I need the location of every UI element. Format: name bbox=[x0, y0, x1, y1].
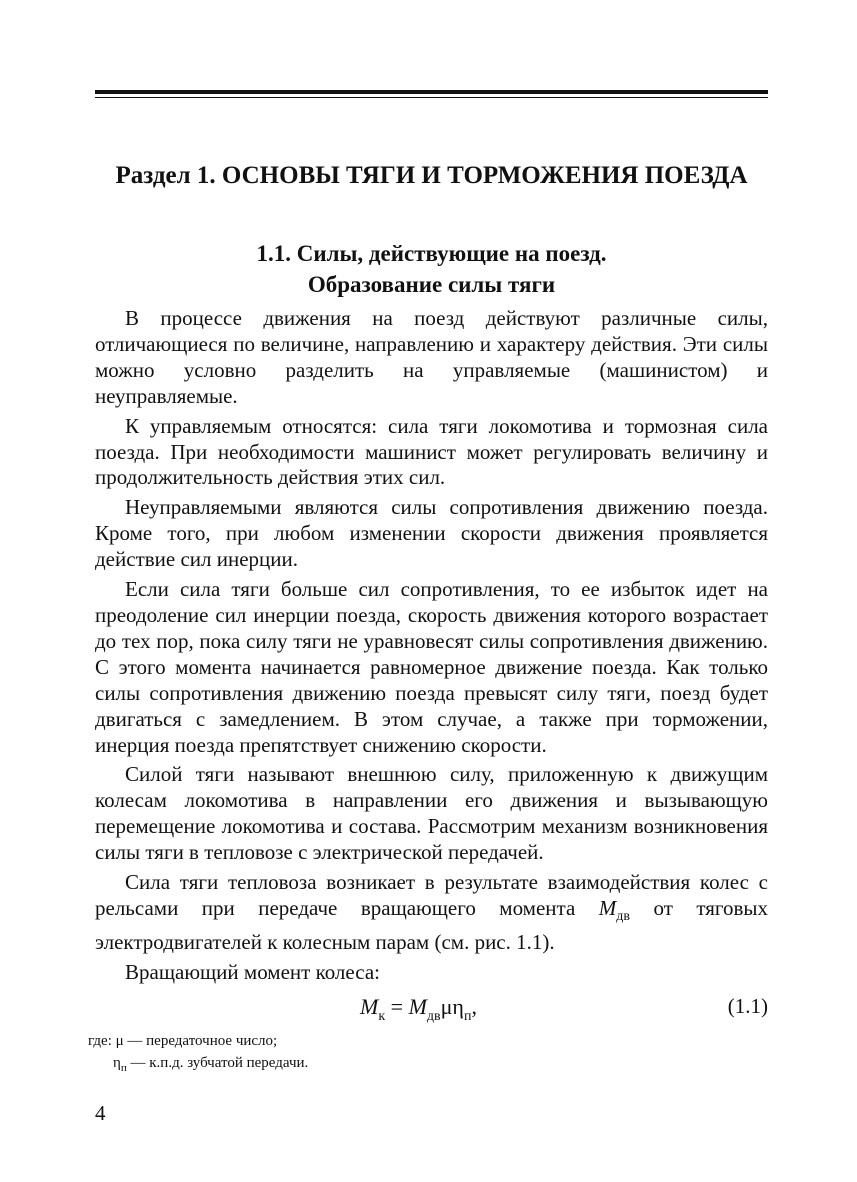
subsection-title bbox=[95, 238, 768, 300]
formula-rhs-subscript: дв bbox=[426, 1008, 441, 1024]
where-clause bbox=[88, 1030, 761, 1079]
where-line-2-text: — к.п.д. зубчатой передачи. bbox=[126, 1054, 309, 1071]
section-title: Раздел 1. ОСНОВЫ ТЯГИ И ТОРМОЖЕНИЯ ПОЕЗДА bbox=[115, 162, 748, 189]
formula-factors: μη bbox=[440, 993, 464, 1019]
formula-comma: , bbox=[471, 993, 477, 1019]
motor-torque-subscript: дв bbox=[616, 909, 630, 925]
formula-rhs: M bbox=[408, 993, 427, 1019]
where-line-2 bbox=[88, 1052, 761, 1079]
paragraph-5: Силой тяги называют внешнюю силу, приложенную к движущим колесам локомотива в направлении его движения и вызывающую перемещение локомотива и состава. Рассмотрим механизм возникновения силы тяги в тепловозе с электрической передачей. bbox=[95, 762, 768, 865]
formula-row bbox=[95, 990, 768, 1030]
page-content bbox=[88, 150, 769, 1079]
page-number: 4 bbox=[95, 1101, 106, 1125]
paragraph-6-text-b: от тяговых электродвигателей к колесным парам (см. рис. 1.1). bbox=[95, 895, 769, 955]
paragraph-1: В процессе движения на поезд действуют различные силы, отличающиеся по величине, направлению и характеру действия. Эти силы можно условно разделить на управляемые (машинистом) и неуправляемые. bbox=[95, 306, 768, 408]
formula-lhs: M bbox=[360, 993, 379, 1019]
equation-number: (1.1) bbox=[727, 993, 768, 1018]
paragraph-6-text-a: Сила тяги тепловоза возникает в результате взаимодействия колес с рельсами при передаче вращающего момента bbox=[95, 870, 768, 920]
paragraph-2: К управляемым относятся: сила тяги локомотива и тормозная сила поезда. При необходимости машинист может регулировать величину и продолжительность действия этих сил. bbox=[95, 413, 768, 490]
paragraph-6 bbox=[95, 870, 768, 956]
header-rule-thin bbox=[95, 97, 768, 98]
formula-factors-subscript: п bbox=[463, 1008, 472, 1024]
formula-equals: = bbox=[385, 993, 409, 1019]
paragraph-7: Вращающий момент колеса: bbox=[125, 959, 380, 984]
subsection-title-line2: Образование силы тяги bbox=[307, 272, 556, 297]
eta-symbol: η bbox=[113, 1054, 121, 1071]
header-rule-thick bbox=[95, 90, 768, 94]
motor-torque-symbol: M bbox=[598, 895, 617, 920]
formula-lhs-subscript: к bbox=[378, 1008, 386, 1024]
where-line-1: где: μ — передаточное число; bbox=[88, 1032, 278, 1049]
paragraph-4: Если сила тяги больше сил сопротивления, то ее избыток идет на преодоление сил инерции поезда, скорость движения которого возрастает до тех пор, пока силу тяги не уравновесят силы сопротивления движению. С этого момента начинается равномерное движение поезда. Как только силы сопротивления движению поезда превысят силу тяги, поезд будет двигаться с замедлением. В этом случае, а также при торможении, инерция поезда препятствует снижению скорости. bbox=[95, 577, 768, 757]
subsection-title-line1: 1.1. Силы, действующие на поезд. bbox=[256, 241, 607, 266]
eta-subscript: п bbox=[120, 1061, 127, 1074]
paragraph-3: Неуправляемыми являются силы сопротивления движению поезда. Кроме того, при любом изменении скорости движения проявляется действие сил инерции. bbox=[95, 495, 768, 572]
formula bbox=[360, 994, 477, 1025]
